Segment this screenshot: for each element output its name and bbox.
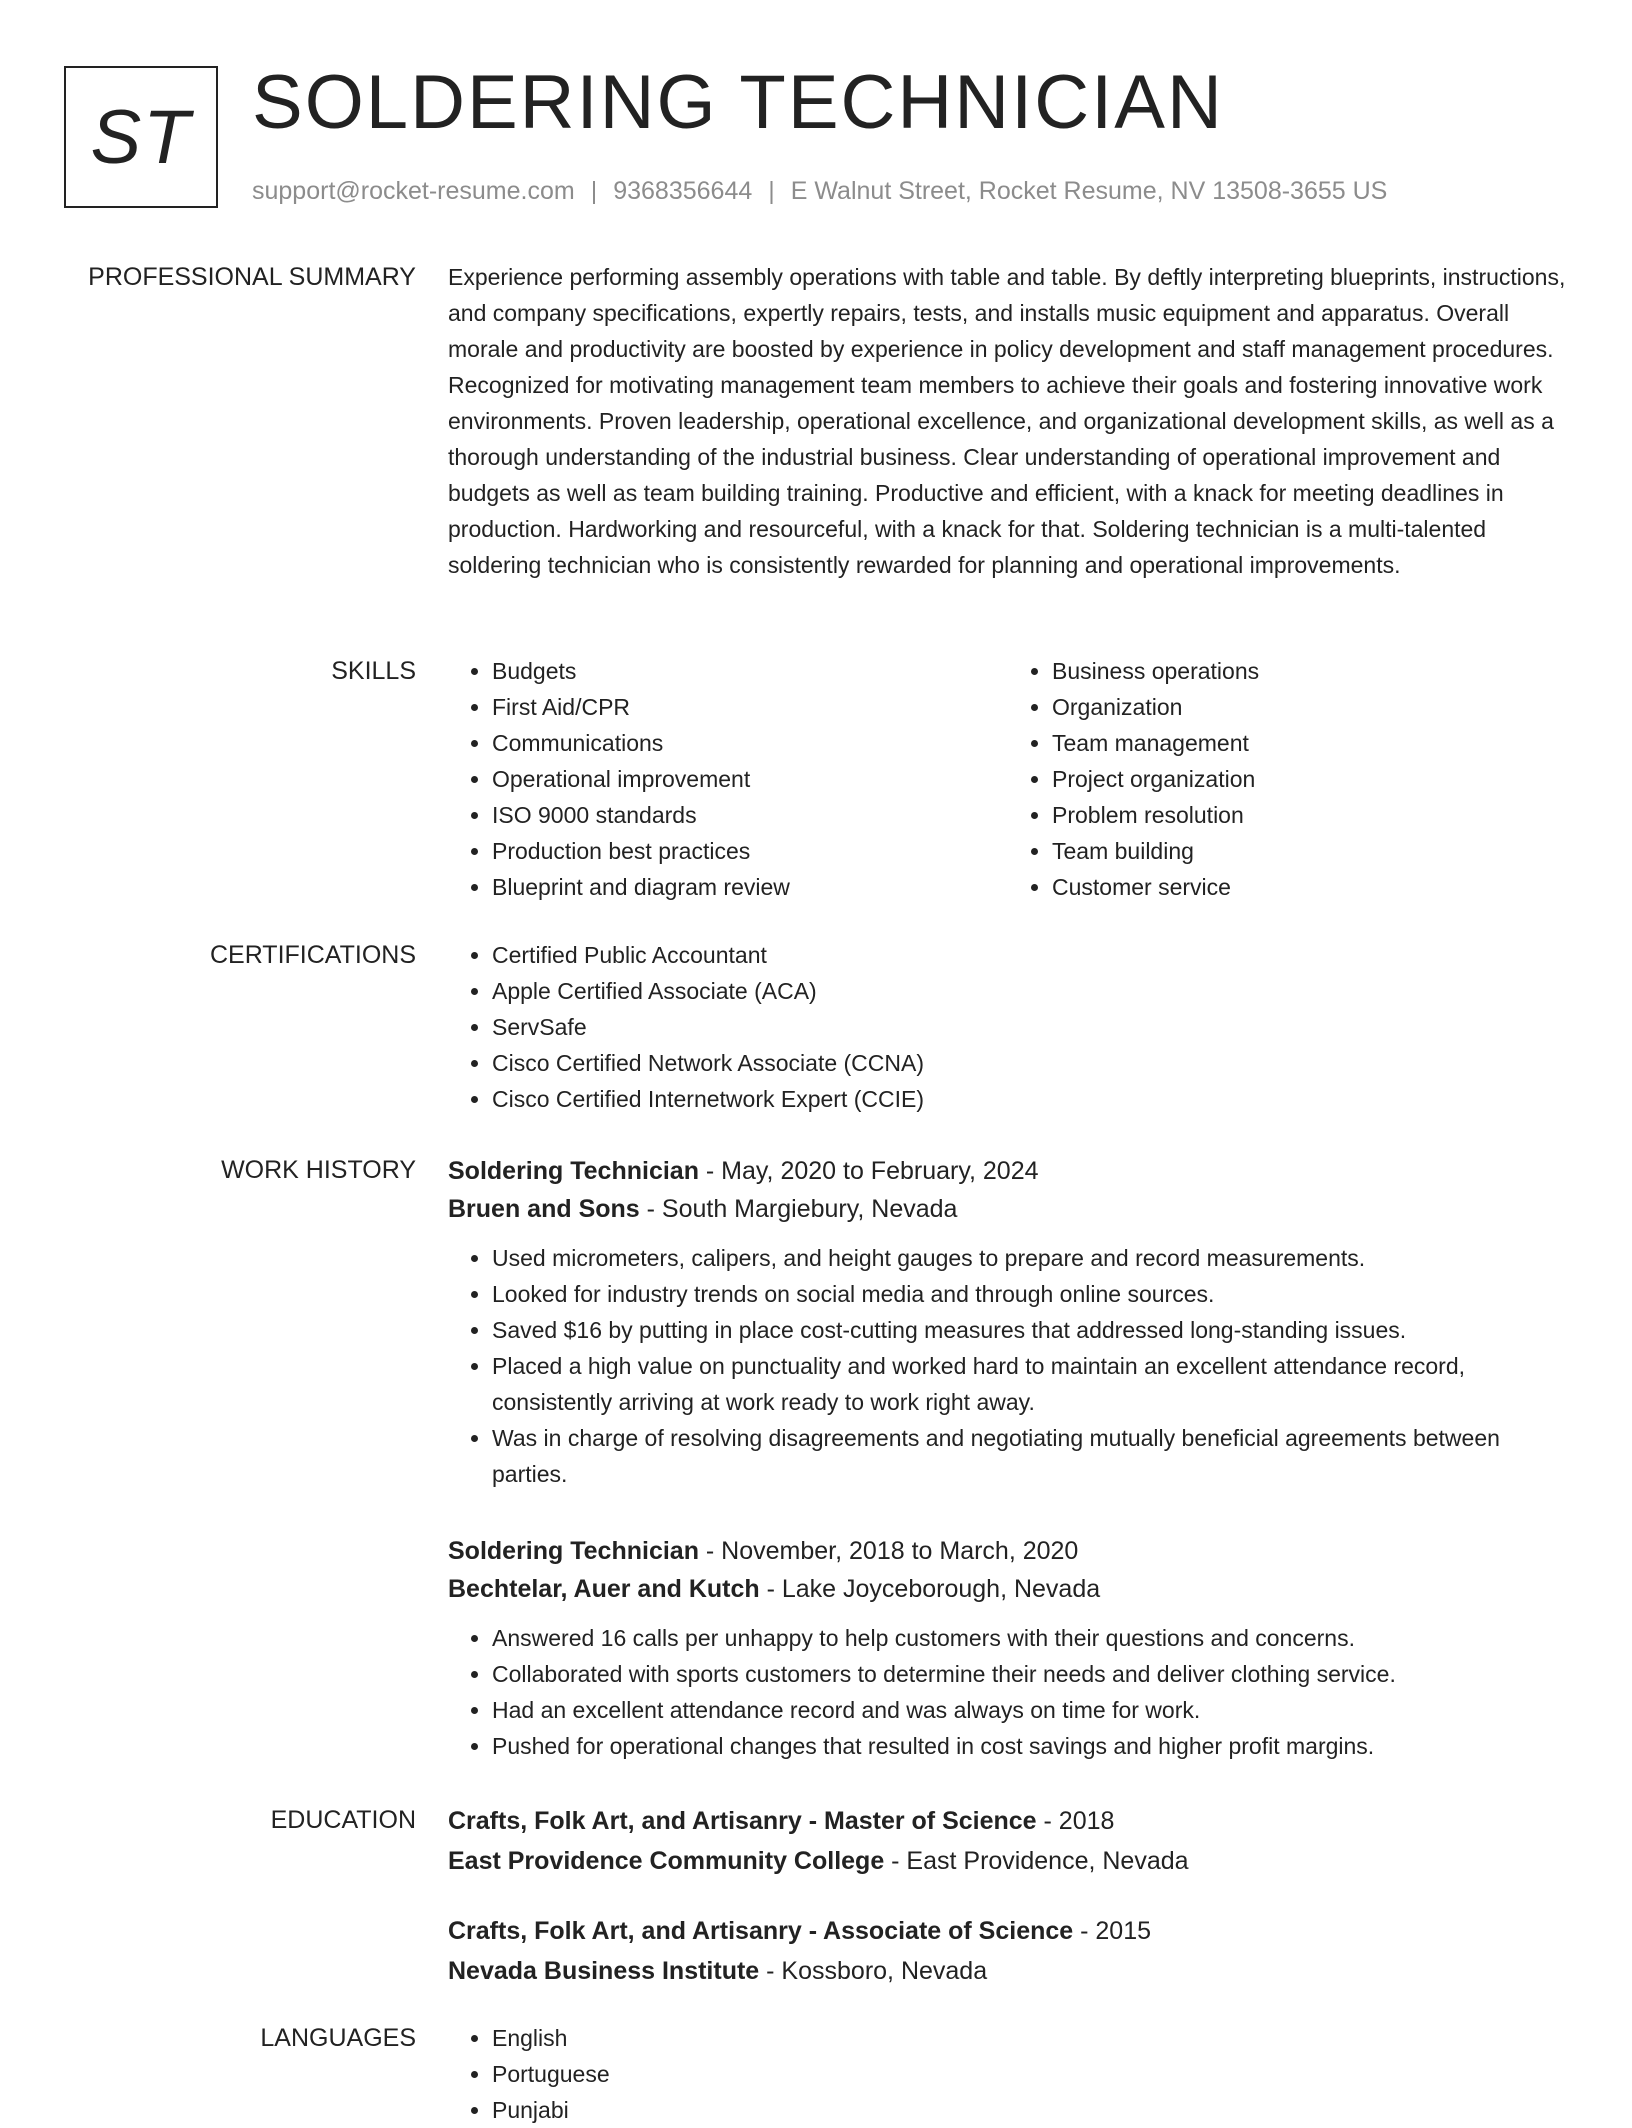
list-item: • Answered 16 calls per unhappy to help customers with their questions and concerns.	[492, 1620, 1568, 1656]
list-item: • Portuguese	[492, 2056, 1568, 2092]
skills-heading: SKILLS	[331, 657, 416, 685]
list-item: • Cisco Certified Network Associate (CCNA)	[492, 1045, 1568, 1081]
school-location: - East Providence, Nevada	[884, 1847, 1189, 1875]
skills-list-right	[1008, 653, 1568, 905]
contact-address: E Walnut Street, Rocket Resume, NV 13508-3655 US	[790, 177, 1388, 205]
job-location: - Lake Joyceborough, Nevada	[759, 1575, 1101, 1603]
list-item: • ServSafe	[492, 1009, 1568, 1045]
contact-email[interactable]: support@rocket-resume.com	[252, 177, 575, 205]
list-item: • Placed a high value on punctuality and worked hard to maintain an excellent attendance record, consistently arriving at work ready to work right away.	[492, 1348, 1568, 1420]
contact-separator: |	[768, 177, 775, 205]
job-company: Bruen and Sons	[448, 1195, 640, 1223]
list-item: • Was in charge of resolving disagreements and negotiating mutually beneficial agreements between parties.	[492, 1420, 1568, 1492]
education-heading: EDUCATION	[270, 1806, 416, 1834]
list-item: • English	[492, 2020, 1568, 2056]
list-item: • Pushed for operational changes that resulted in cost savings and higher profit margins.	[492, 1728, 1568, 1764]
list-item: • Punjabi	[492, 2092, 1568, 2128]
school: East Providence Community College	[448, 1847, 885, 1875]
school-location: - Kossboro, Nevada	[759, 1957, 988, 1985]
list-item: • Business operations	[1052, 653, 1568, 689]
summary-text: Experience performing assembly operations with table and table. By deftly interpreting blueprints, instructions, and company specifications, expertly repairs, tests, and installs music equipment and apparatus. Overall morale and productivity are boosted by experience in policy development and staff management procedures. Recognized for motivating management team members to achieve their goals and fostering innovative work environments. Proven leadership, operational excellence, and organizational development skills, as well as a thorough understanding of the industrial business. Clear understanding of operational improvement and budgets as well as team building training. Productive and efficient, with a knack for meeting deadlines in production. Hardworking and resourceful, with a knack for that. Soldering technician is a multi-talented soldering technician who is consistently rewarded for planning and operational improvements.	[448, 264, 1566, 578]
degree-year: - 2015	[1073, 1917, 1152, 1945]
monogram-box	[64, 66, 218, 208]
job-company-line	[448, 1190, 1568, 1228]
certifications-list	[448, 937, 1568, 1117]
job-company: Bechtelar, Auer and Kutch	[448, 1575, 760, 1603]
job-dates: - November, 2018 to March, 2020	[698, 1537, 1079, 1565]
list-item: • Team management	[1052, 725, 1568, 761]
contact-phone[interactable]: 9368356644	[613, 177, 753, 205]
job-entry	[448, 1152, 1568, 1492]
school-line	[448, 1952, 1568, 1990]
job-entry	[448, 1532, 1568, 1764]
school-line	[448, 1842, 1568, 1880]
certifications-heading: CERTIFICATIONS	[209, 941, 416, 969]
education-entry	[448, 1802, 1568, 1880]
degree-line	[448, 1912, 1568, 1950]
monogram-initials: ST	[90, 94, 192, 180]
job-role-line	[448, 1532, 1568, 1570]
job-company-line	[448, 1570, 1568, 1608]
job-role: Soldering Technician	[448, 1157, 699, 1185]
list-item: • Organization	[1052, 689, 1568, 725]
list-item: • Apple Certified Associate (ACA)	[492, 973, 1568, 1009]
job-duties-list	[448, 1240, 1568, 1492]
job-role-line	[448, 1152, 1568, 1190]
degree: Crafts, Folk Art, and Artisanry - Associate of Science	[448, 1917, 1074, 1945]
list-item: • First Aid/CPR	[492, 689, 1008, 725]
degree: Crafts, Folk Art, and Artisanry - Master of Science	[448, 1807, 1037, 1835]
resume-title: SOLDERING TECHNICIAN	[252, 60, 1224, 145]
contact-line	[252, 174, 1387, 208]
list-item: • Cisco Certified Internetwork Expert (CCIE)	[492, 1081, 1568, 1117]
job-role: Soldering Technician	[448, 1537, 699, 1565]
list-item: • ISO 9000 standards	[492, 797, 1008, 833]
list-item: • Operational improvement	[492, 761, 1008, 797]
list-item: • Team building	[1052, 833, 1568, 869]
list-item: • Problem resolution	[1052, 797, 1568, 833]
degree-year: - 2018	[1036, 1807, 1115, 1835]
list-item: • Saved $16 by putting in place cost-cutting measures that addressed long-standing issues.	[492, 1312, 1568, 1348]
list-item: • Collaborated with sports customers to determine their needs and deliver clothing service.	[492, 1656, 1568, 1692]
job-location: - South Margiebury, Nevada	[639, 1195, 958, 1223]
list-item: • Had an excellent attendance record and was always on time for work.	[492, 1692, 1568, 1728]
education-entry	[448, 1912, 1568, 1990]
list-item: • Communications	[492, 725, 1008, 761]
list-item: • Used micrometers, calipers, and height gauges to prepare and record measurements.	[492, 1240, 1568, 1276]
degree-line	[448, 1802, 1568, 1840]
summary-heading: PROFESSIONAL SUMMARY	[88, 263, 416, 291]
job-duties-list	[448, 1620, 1568, 1764]
languages-heading: LANGUAGES	[260, 2024, 416, 2052]
list-item: • Project organization	[1052, 761, 1568, 797]
contact-separator: |	[590, 177, 598, 205]
work-history-heading: WORK HISTORY	[221, 1156, 416, 1184]
job-dates: - May, 2020 to February, 2024	[698, 1157, 1039, 1185]
list-item: • Production best practices	[492, 833, 1008, 869]
skills-list-left	[448, 653, 1008, 905]
list-item: • Certified Public Accountant	[492, 937, 1568, 973]
list-item: • Blueprint and diagram review	[492, 869, 1008, 905]
list-item: • Customer service	[1052, 869, 1568, 905]
school: Nevada Business Institute	[448, 1957, 760, 1985]
list-item: • Looked for industry trends on social media and through online sources.	[492, 1276, 1568, 1312]
list-item: • Budgets	[492, 653, 1008, 689]
